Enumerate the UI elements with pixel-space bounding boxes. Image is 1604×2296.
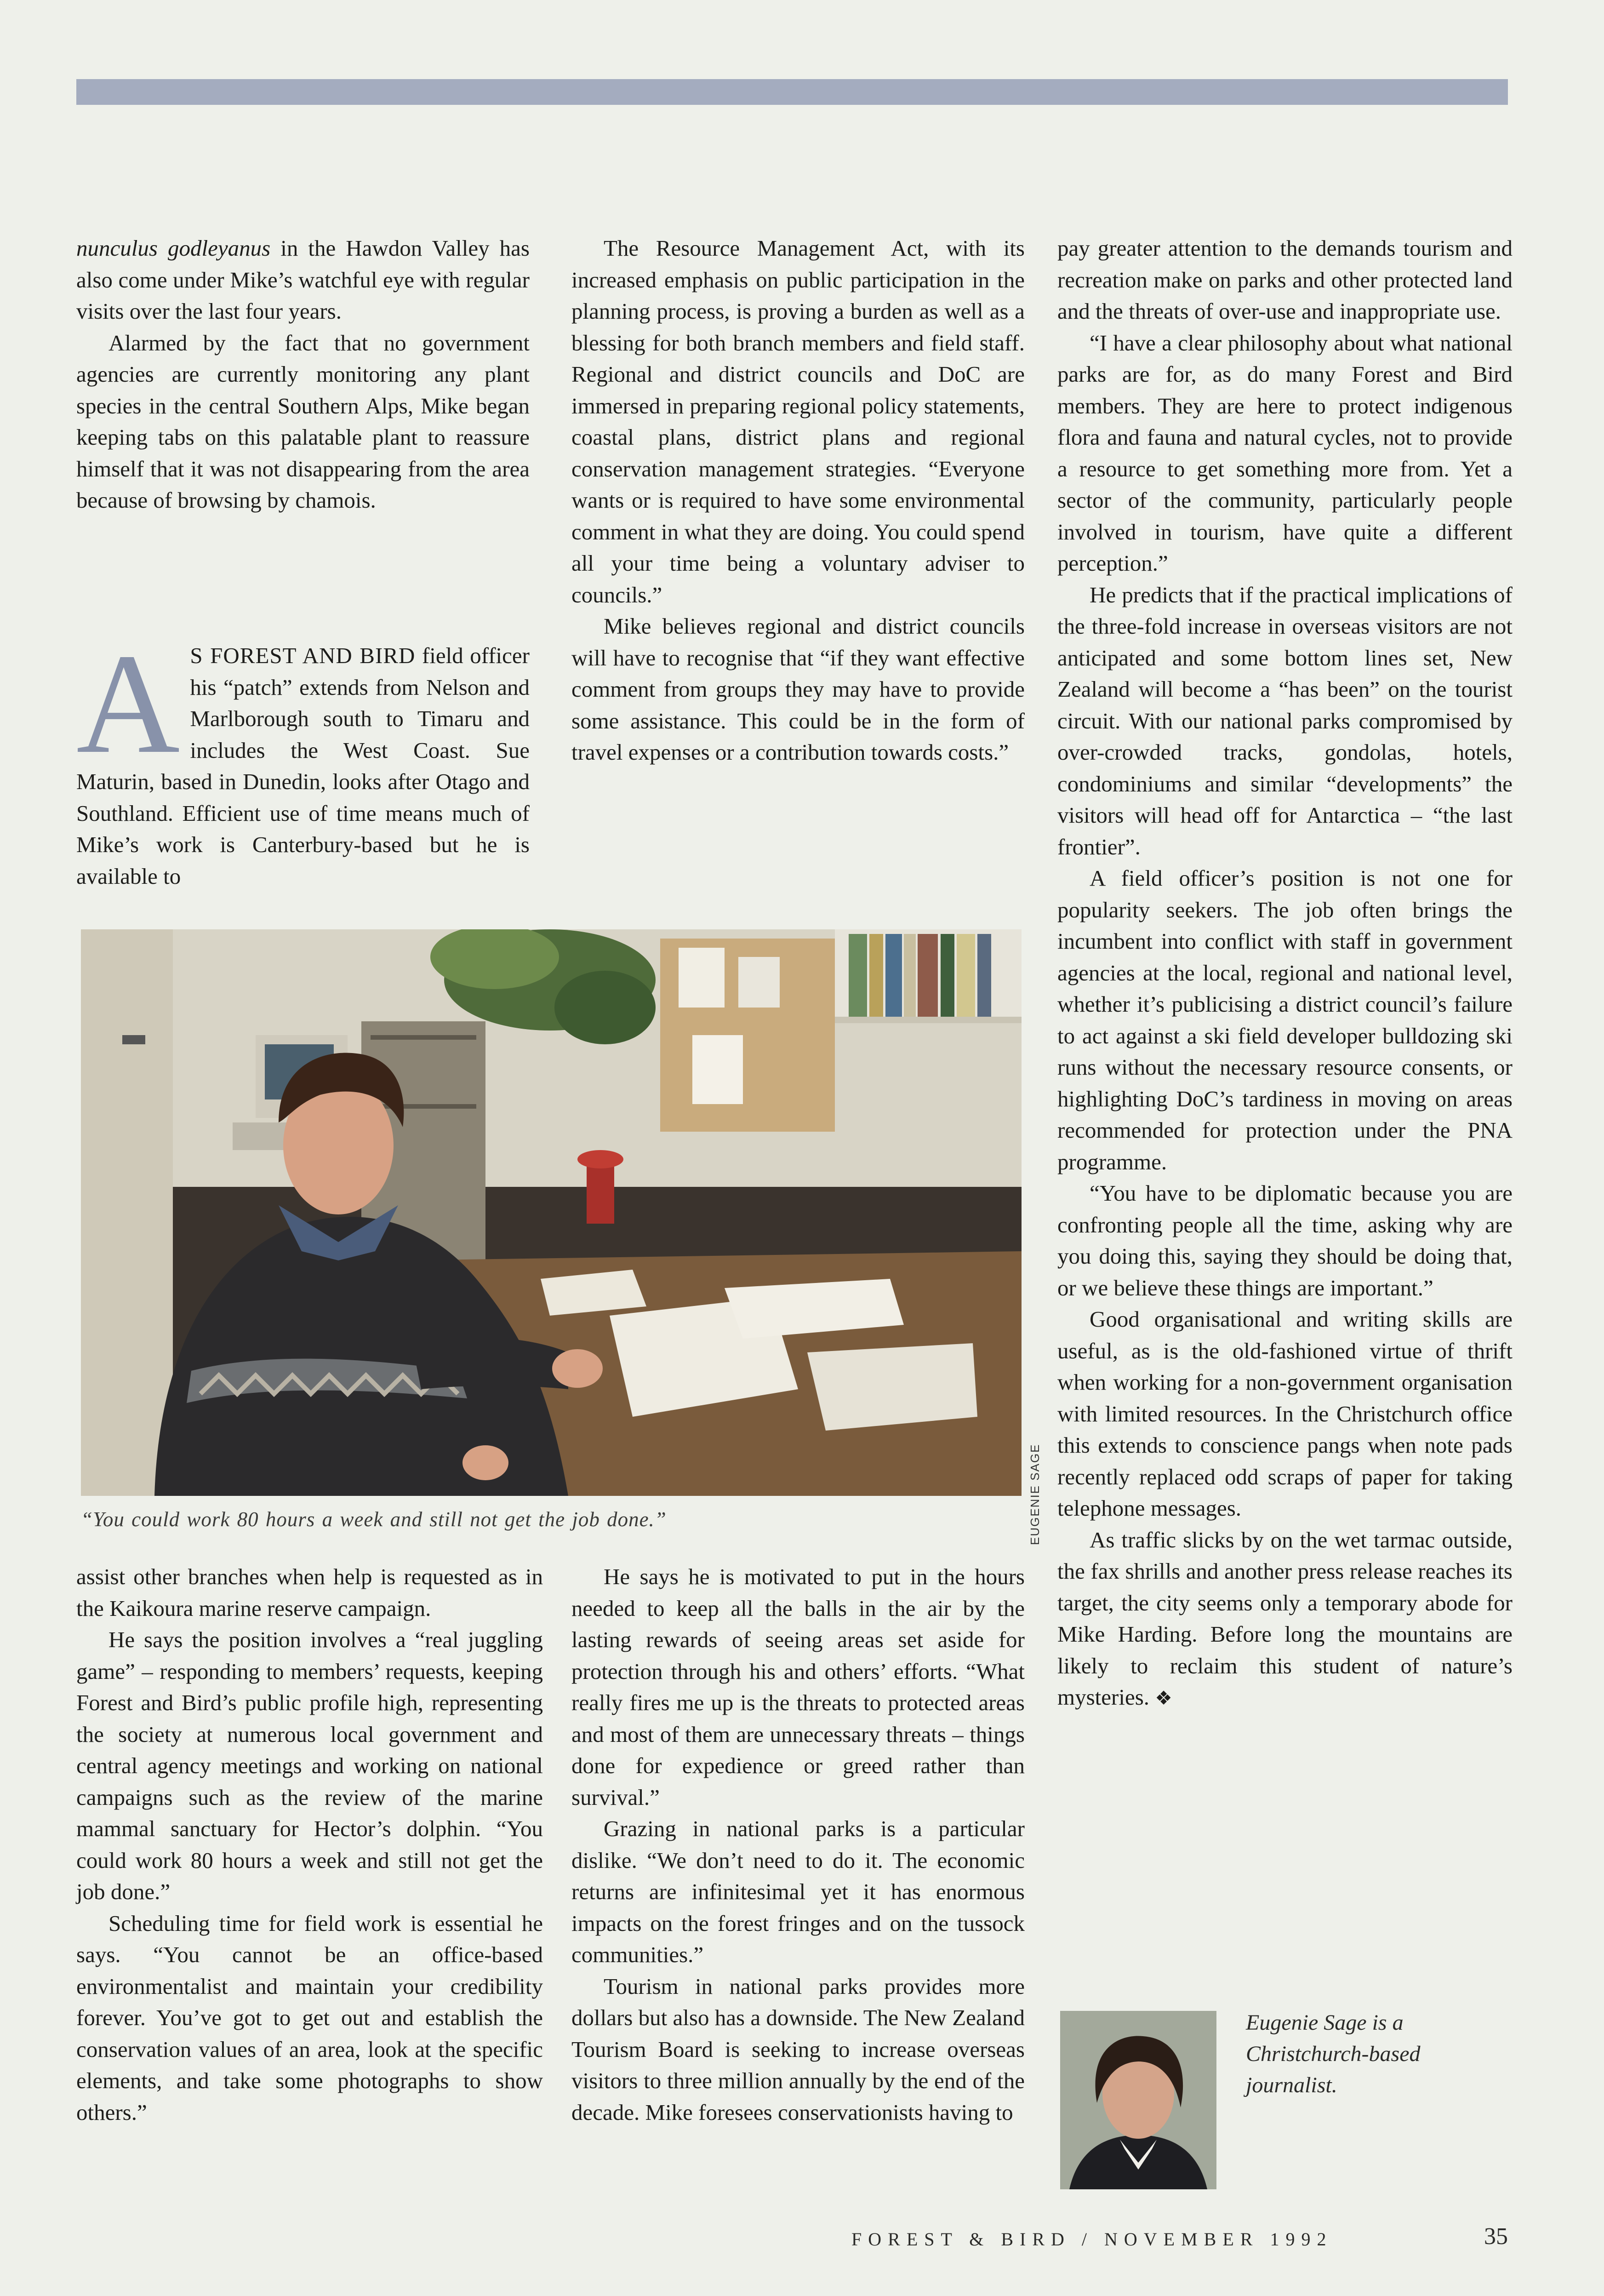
species-name: nunculus godleyanus: [76, 235, 271, 261]
paragraph: [76, 624, 530, 892]
paragraph: Grazing in national parks is a particular dislike. “We don’t need to do it. The economic returns are infinitesimal yet it has enormous impacts on the forest fringes and on the tussock communities.”: [571, 1816, 1025, 1967]
column-2-top: [571, 233, 1025, 768]
column-1-top: [76, 233, 530, 516]
paragraph: He predicts that if the practical implications of the three-fold increase in overseas visitors are not anticipated and some bottom lines set, New Zealand will become a “has been” on the tourist circuit. With our national parks compromised by over-crowded tracks, gondolas, hotels, condominiums and similar “developments” the visitors will head off for Antarctica – “the last frontier”.: [1057, 582, 1513, 859]
paragraph: He says he is motivated to put in the hours needed to keep all the balls in the air by the lasting rewards of seeing areas set aside for protection through his and others’ efforts. “What really fires me up is the threats to protected areas and most of them are unnecessary threats – things done for expedience or greed rather than survival.”: [571, 1564, 1025, 1810]
section-opening: [76, 624, 530, 892]
paragraph: Scheduling time for field work is essential he says. “You cannot be an office-based environmentalist and maintain your credibility forever. You’ve got to get out and establish the conservation values of an area, look at the specific elements, and take some photographs to show others.”: [76, 1910, 543, 2125]
paragraph: “You have to be diplomatic because you are confronting people all the time, asking why are you doing this, saying they should be doing that, or we believe these things are important.”: [1057, 1180, 1513, 1300]
paragraph: assist other branches when help is requested as in the Kaikoura marine reserve campaign.: [76, 1564, 543, 1621]
office-photo: [81, 929, 1022, 1496]
page-footer: [828, 2222, 1508, 2254]
paragraph: The Resource Management Act, with its increased emphasis on public participation in the planning process, is proving a burden as well as a blessing for both branch members and field staff. Regional and district councils and DoC are immersed in preparing regional policy statements, coastal plans, district plans and regional conservation management strategies. “Everyone wants or is required to have some environmental comment in what they are doing. You could spend all your time being a voluntary adviser to councils.”: [571, 235, 1025, 607]
column-3: [1057, 233, 1513, 1715]
paragraph: “I have a clear philosophy about what national parks are for, as do many Forest and Bird members. They are here to protect indigenous flora and fauna and natural cycles, not to provide a resource to get something more from. Yet a sector of the community, particularly people involved in tourism, have quite a different perception.”: [1057, 330, 1513, 576]
magazine-issue: FOREST & BIRD / NOVEMBER 1992: [851, 2229, 1333, 2250]
photo-caption: “You could work 80 hours a week and still not get the job done.”: [81, 1508, 667, 1531]
paragraph: [1057, 1524, 1513, 1715]
paragraph: A field officer’s position is not one for popularity seekers. The job often brings the incumbent into conflict with staff in government agencies at the local, regional and national level, whether it’s publicising a district council’s failure to act against a ski field developer bulldozing ski runs without the necessary resource consents, or highlighting DoC’s tardiness in moving on areas recommended for protection under the PNA programme.: [1057, 865, 1513, 1174]
end-mark-icon: ❖: [1155, 1688, 1172, 1709]
paragraph-text: As traffic slicks by on the wet tarmac outside, the fax shrills and another press release reaches its target, the city seems only a temporary abode for Mike Harding. Before long the mountains are likely to reclaim this student of nature’s mysteries.: [1057, 1527, 1513, 1710]
paragraph: Tourism in national parks provides more dollars but also has a downside. The New Zealand Tourism Board is seeking to increase overseas visitors to three million annually by the end of the decade. Mike foresees conservationists having to: [571, 1973, 1025, 2125]
author-bio: Eugenie Sage is a Christchurch-based journalist.: [1246, 2010, 1421, 2097]
top-color-bar: [76, 79, 1508, 105]
paragraph: Good organisational and writing skills are useful, as is the old-fashioned virtue of thrift when working for a non-government organisation with limited resources. In the Christchurch office this extends to conscience pangs when note pads recently replaced odd scraps of paper for taking telephone messages.: [1057, 1306, 1513, 1521]
page-number: 35: [1484, 2223, 1508, 2250]
paragraph-text: field officer his “patch” extends from Nelson and Marlborough south to Timaru and includes the West Coast. Sue Maturin, based in Dunedin, looks after Otago and Southland. Efficient use of time means much of Mike’s work is Canterbury-based but he is available to: [76, 643, 530, 889]
column-1-bottom: [76, 1561, 543, 2128]
paragraph-text: in the Hawdon Valley has also come under Mike’s watchful eye with regular visits over the last four years.: [76, 235, 530, 324]
author-portrait: [1060, 2011, 1216, 2189]
paragraph: Mike believes regional and district councils will have to recognise that “if they want effective comment from groups they may have to provide some assistance. This could be in the form of travel expenses or a contribution towards costs.”: [571, 613, 1025, 765]
drop-cap: A: [76, 624, 180, 783]
lead-caps: S FOREST AND BIRD: [190, 643, 416, 668]
paragraph: pay greater attention to the demands tourism and recreation make on parks and other protected land and the threats of over-use and inappropriate use.: [1057, 235, 1513, 324]
photo-credit: EUGENIE SAGE: [1028, 1443, 1042, 1545]
column-2-bottom: [571, 1561, 1025, 2128]
paragraph: He says the position involves a “real juggling game” – responding to members’ requests, keeping Forest and Bird’s public profile high, representing the society at numerous local government and central agency meetings and working on national campaigns such as the review of the marine mammal sanctuary for Hector’s dolphin. “You could work 80 hours a week and still not get the job done.”: [76, 1627, 543, 1904]
paragraph: Alarmed by the fact that no government agencies are currently monitoring any plant species in the central Southern Alps, Mike began keeping tabs on this palatable plant to reassure himself that it was not disappearing from the area because of browsing by chamois.: [76, 330, 530, 513]
paragraph: [76, 233, 530, 327]
